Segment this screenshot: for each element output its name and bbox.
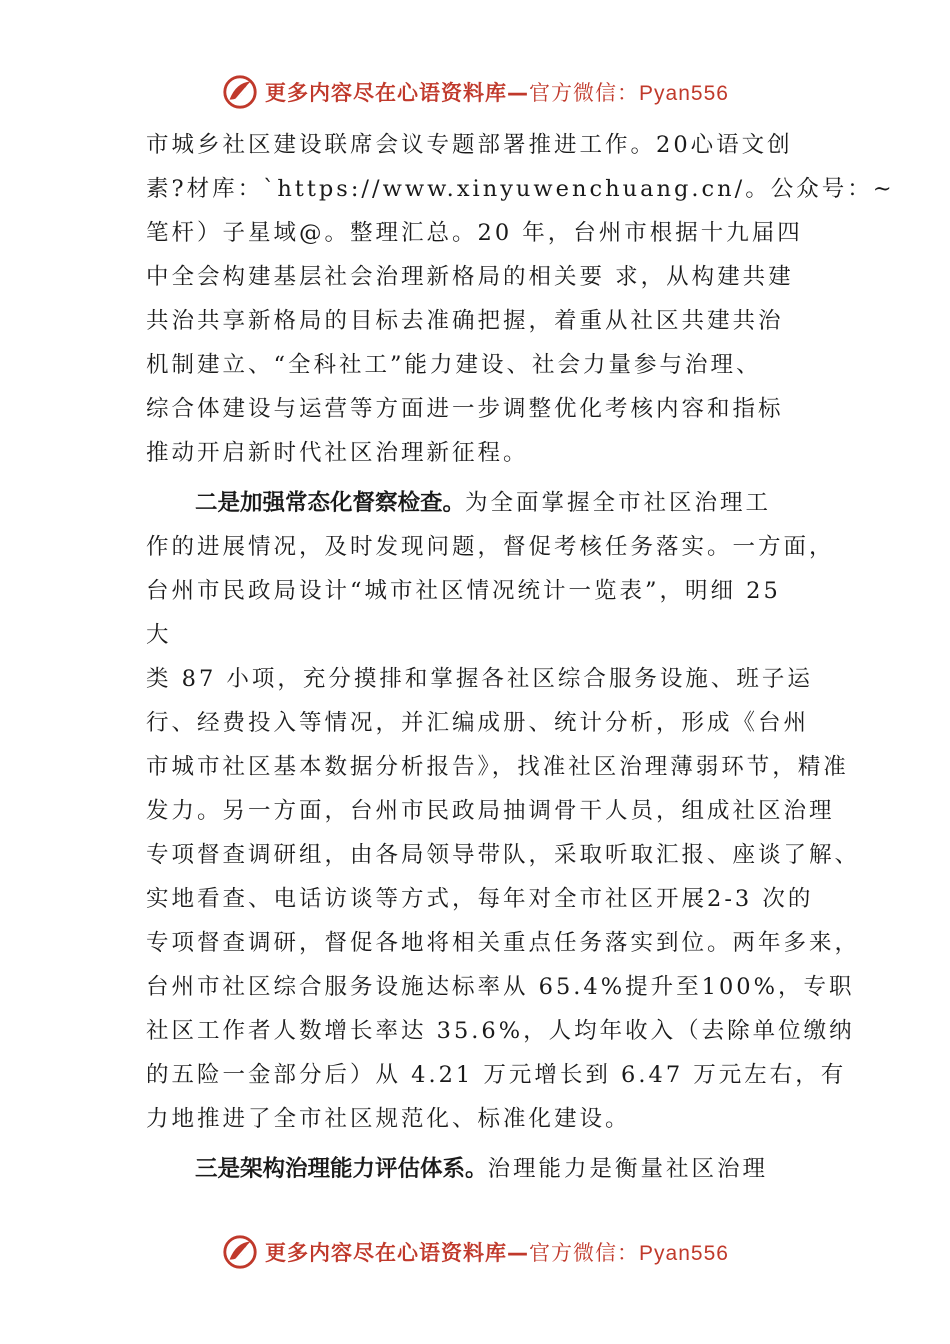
- banner-text: [265, 1237, 729, 1267]
- paragraph-2-heading: 二是加强常态化督察检查。: [195, 490, 466, 516]
- text-line: 大: [146, 622, 172, 648]
- text-line: 专项督查调研组，由各局领导带队，采取听取汇报、座谈了解、: [146, 842, 861, 868]
- text-line: 社区工作者人数增长率达 35.6%，人均年收入（去除单位缴纳: [146, 1018, 855, 1044]
- text-line: 市城乡社区建设联席会议专题部署推进工作。20心语文创: [146, 132, 793, 158]
- logo-icon: [221, 73, 259, 111]
- text-line: 作的进展情况，及时发现问题，督促考核任务落实。一方面，: [146, 534, 835, 560]
- banner-dash: —: [507, 1241, 530, 1265]
- footer-banner: [0, 1230, 950, 1274]
- text-line: 台州市民政局设计“城市社区情况统计一览表”，明细 25: [146, 578, 781, 604]
- text-line: 发力。另一方面，台州市民政局抽调骨干人员，组成社区治理: [146, 798, 835, 824]
- header-banner: [0, 70, 950, 114]
- paragraph-3-first-line: [195, 1154, 768, 1184]
- text-line: 专项督查调研，督促各地将相关重点任务落实到位。两年多来，: [146, 930, 861, 956]
- text-line: 实地看查、电话访谈等方式，每年对全市社区开展2-3 次的: [146, 886, 814, 912]
- paragraph-2-text: 为全面掌握全市社区治理工: [465, 490, 772, 516]
- text-line: 素?材库：`https://www.xinyuwenchuang.cn/。公众号：~: [146, 176, 895, 202]
- text-line: 市城市社区基本数据分析报告》，找准社区治理薄弱环节，精准: [146, 754, 849, 780]
- paragraph-3-text: 治理能力是衡量社区治理: [487, 1156, 769, 1182]
- text-line: 行、经费投入等情况，并汇编成册、统计分析，形成《台州: [146, 710, 810, 736]
- text-line: 中全会构建基层社会治理新格局的相关要 求，从构建共建: [146, 264, 794, 290]
- wechat-id: Pyan556: [639, 1242, 729, 1265]
- paragraph-3-heading: 三是架构治理能力评估体系。: [195, 1156, 488, 1182]
- banner-title: 更多内容尽在心语资料库: [265, 1241, 508, 1265]
- banner-dash: —: [507, 81, 530, 105]
- text-line: 类 87 小项，充分摸排和掌握各社区综合服务设施、班子运: [146, 666, 813, 692]
- text-line: 力地推进了全市社区规范化、标准化建设。: [146, 1106, 631, 1132]
- paragraph-2-first-line: [195, 488, 771, 518]
- logo-icon: [221, 1233, 259, 1271]
- wechat-label: 官方微信：: [529, 81, 640, 105]
- banner-text: [265, 77, 729, 107]
- text-line: 笔杆）子星域@。整理汇总。20 年，台州市根据十九届四: [146, 220, 803, 246]
- text-line: 综合体建设与运营等方面进一步调整优化考核内容和指标: [146, 396, 784, 422]
- wechat-label: 官方微信：: [529, 1241, 640, 1265]
- text-line: 推动开启新时代社区治理新征程。: [146, 440, 529, 466]
- text-line: 机制建立、“全科社工”能力建设、社会力量参与治理、: [146, 352, 762, 378]
- text-line: 台州市社区综合服务设施达标率从 65.4%提升至100%，专职: [146, 974, 855, 1000]
- text-line: 共治共享新格局的目标去准确把握，着重从社区共建共治: [146, 308, 784, 334]
- banner-title: 更多内容尽在心语资料库: [265, 81, 508, 105]
- text-line: 的五险一金部分后）从 4.21 万元增长到 6.47 万元左右，有: [146, 1062, 847, 1088]
- wechat-id: Pyan556: [639, 82, 729, 105]
